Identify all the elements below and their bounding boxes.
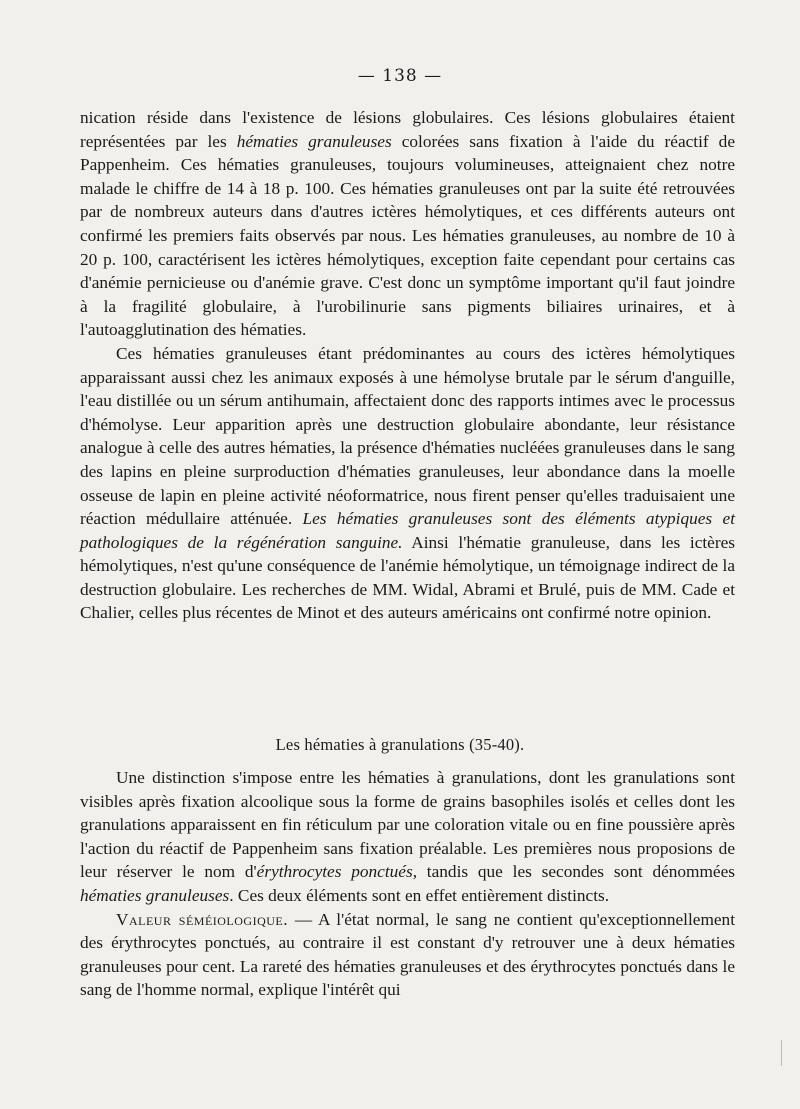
text-run: . Ces deux éléments sont en effet entièrement distincts. [229,885,610,905]
text-run: Une distinction s'impose entre les hématies à granulations, dont les granulations sont visibles après fixation alcoolique sous la forme de grains basophiles isolés et celles dont les granulations apparaissent en fin réticulum par une coloration vitale ou en fine poussière après l'action du réactif de Pappenheim sans fixation préalable. Les premières nous proposions de leur réserver le nom d' [80,768,735,882]
emphasized-text: hématies granuleuses [80,885,230,905]
run-in-heading: Valeur séméiologique. [116,909,289,929]
text-run: Ainsi l'hématie granuleuse, dans les ictères hémolytiques, n'est qu'une conséquence de l'anémie hémolytique, un témoignage indirect de la destruction globulaire. Les recherches de MM. Widal, Abrami et Brulé, puis de MM. Cade et Chalier, celles plus récentes de Minot et des auteurs américains ont confirmé notre opinion. [80,532,735,623]
emphasized-text: Les hématies granuleuses sont des éléments atypiques et pathologiques de la régénération sanguine. [80,509,735,552]
emphasized-text: érythrocytes ponctués [256,862,413,882]
paragraph [80,766,735,908]
paragraph [80,342,735,625]
emphasized-text: hématies granuleuses [236,131,392,151]
body-text-upper [80,106,735,625]
page-number: — 138 — [357,66,443,86]
text-run: , tandis que les secondes sont dénommées [412,862,735,882]
text-run: colorées sans fixation à l'aide du réactif de Pappenheim. Ces hématies granuleuses, toujours volumineuses, atteignaient chez notre malade le chiffre de 14 à 18 p. 100. Ces hématies granuleuses ont par la suite été retrouvées par de nombreux auteurs dans d'autres ictères hémolytiques, et ces différents auteurs ont confirmé les premiers faits observés par nous. Les hématies granuleuses, au nombre de 10 à 20 p. 100, caractérisent les ictères hémolytiques, exception faite cependant pour certains cas d'anémie pernicieuse ou d'anémie grave. C'est donc un symptôme important qu'il faut joindre à la fragilité globulaire, à l'urobilinurie sans pigments biliaires urinaires, et à l'autoagglutination des hématies. [80,131,735,340]
page-edge-mark [781,1040,782,1066]
section-heading: Les hématies à granulations (35-40). [275,735,525,754]
body-text-lower [80,766,735,1002]
text-run: nication réside dans l'existence de lésions globulaires. Ces lésions globulaires étaient représentées par les [80,108,735,151]
paragraph [80,106,735,342]
paragraph [80,908,735,1002]
text-run: — A l'état normal, le sang ne contient qu'exceptionnellement des érythrocytes ponctués, au contraire il est constant d'y retrouver une à deux hématies granuleuses pour cent. La rareté des hématies granuleuses et des érythrocytes ponctués dans le sang de l'homme normal, explique l'intérêt qui [80,909,735,1000]
text-run: Ces hématies granuleuses étant prédominantes au cours des ictères hémolytiques apparaissant aussi chez les animaux exposés à une hémolyse brutale par le sérum d'anguille, l'eau distillée ou un sérum antihumain, affectaient donc des rapports intimes avec le processus d'hémolyse. Leur apparition après une destruction globulaire abondante, leur résistance analogue à celle des autres hématies, la présence d'hématies nucléées granuleuses dans le sang des lapins en pleine surproduction d'hématies granuleuses, leur abondance dans la moelle osseuse de lapin en pleine activité néoformatrice, nous firent penser qu'elles traduisaient une réaction médullaire atténuée. [80,343,735,529]
